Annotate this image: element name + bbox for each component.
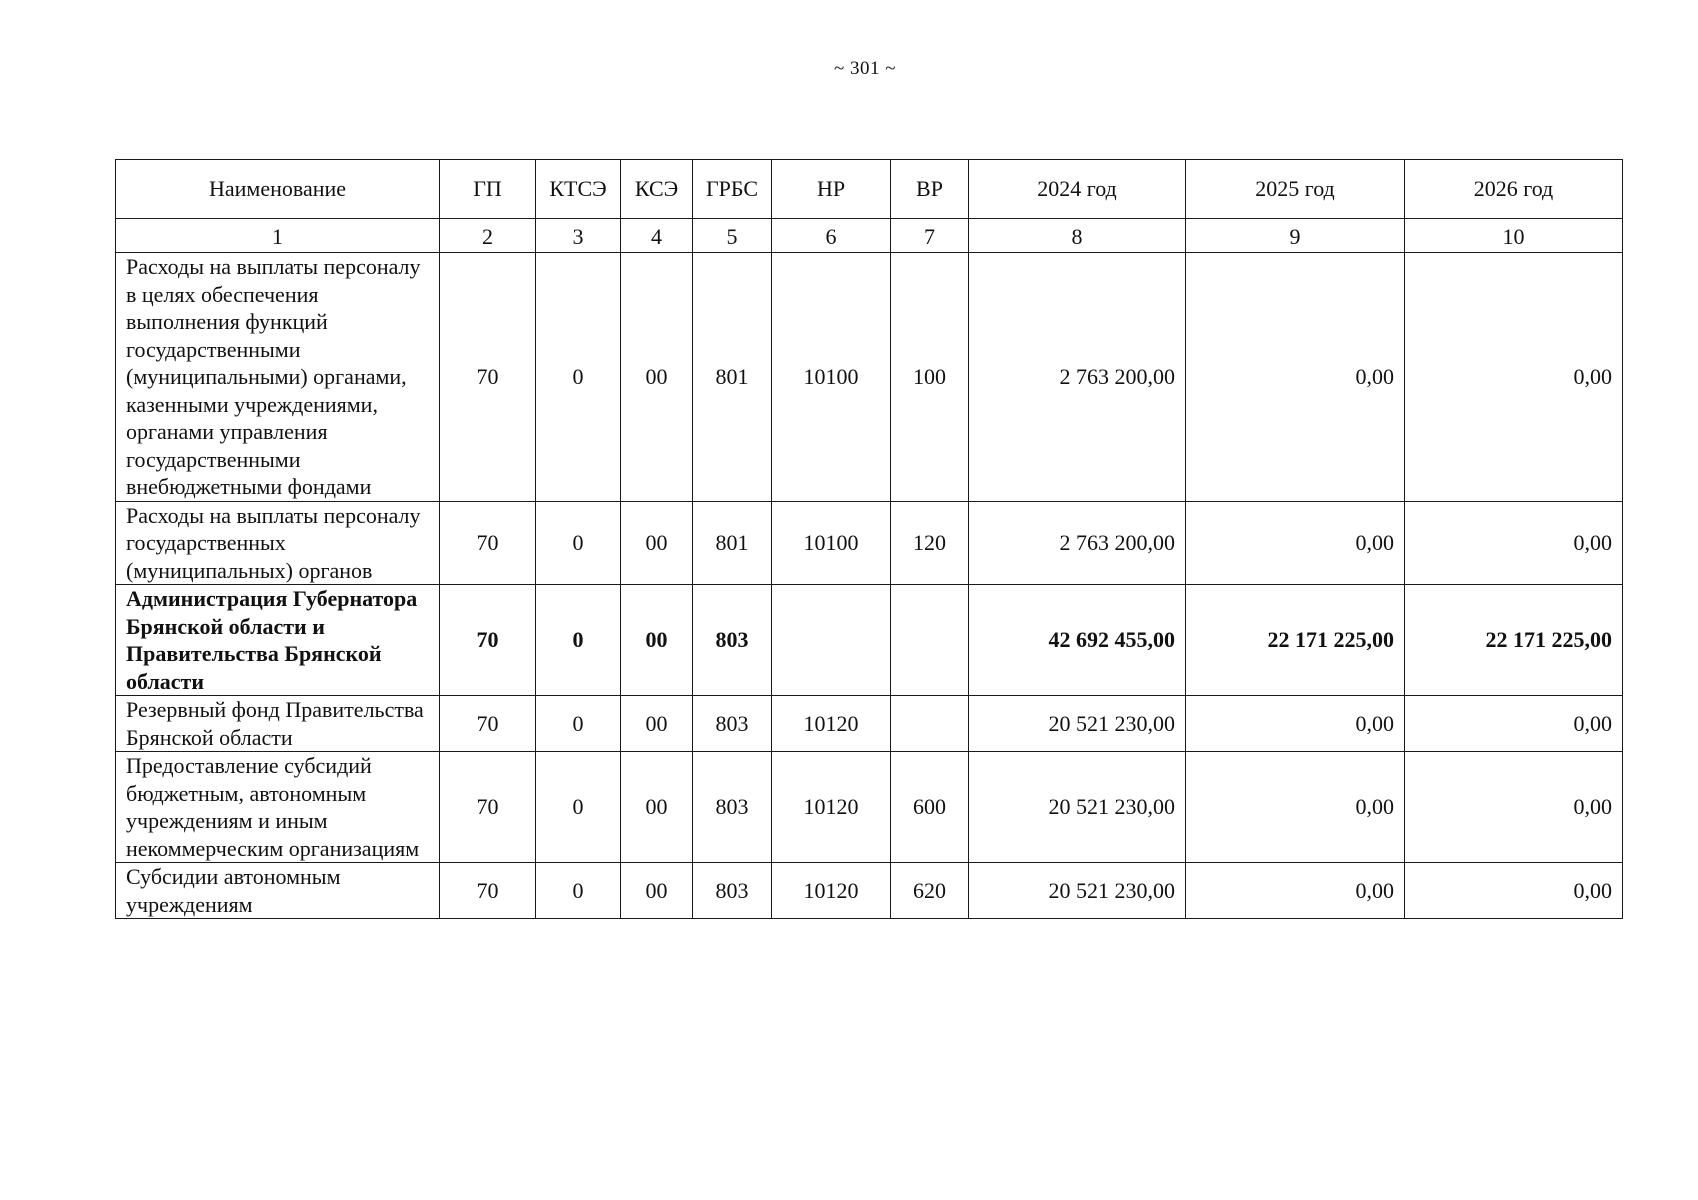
cell-kse: 00 (621, 696, 693, 752)
header-grbs: ГРБС (693, 160, 772, 219)
page-number: ~ 301 ~ (833, 58, 897, 79)
table-row (116, 752, 1623, 863)
cell-2025: 0,00 (1186, 863, 1405, 919)
cell-grbs: 803 (693, 752, 772, 863)
cell-grbs: 801 (693, 501, 772, 585)
cell-nr: 10120 (772, 752, 891, 863)
cell-gp: 70 (440, 501, 536, 585)
cell-gp: 70 (440, 752, 536, 863)
header-gp: ГП (440, 160, 536, 219)
cell-kse: 00 (621, 253, 693, 502)
cell-nr: 10120 (772, 696, 891, 752)
cell-2026: 0,00 (1405, 696, 1623, 752)
header-2024: 2024 год (969, 160, 1186, 219)
cell-gp: 70 (440, 253, 536, 502)
column-number: 1 (116, 219, 440, 253)
cell-gp: 70 (440, 863, 536, 919)
cell-2026: 0,00 (1405, 253, 1623, 502)
cell-2024: 2 763 200,00 (969, 501, 1186, 585)
row-name: Расходы на выплаты персоналу в целях обеспечения выполнения функций государственными (муниципальными) органами, казенными учреждениями, органами управления государственными внебюджетными фондами (116, 253, 440, 502)
header-nr: НР (772, 160, 891, 219)
cell-ktse: 0 (536, 696, 621, 752)
row-name: Администрация Губернатора Брянской области и Правительства Брянской области (116, 585, 440, 696)
header-row (116, 160, 1623, 219)
cell-2024: 42 692 455,00 (969, 585, 1186, 696)
cell-grbs: 801 (693, 253, 772, 502)
table-row-total (116, 585, 1623, 696)
header-ktse: КТСЭ (536, 160, 621, 219)
cell-ktse: 0 (536, 253, 621, 502)
cell-kse: 00 (621, 863, 693, 919)
cell-gp: 70 (440, 585, 536, 696)
cell-ktse: 0 (536, 585, 621, 696)
cell-nr: 10120 (772, 863, 891, 919)
column-number: 3 (536, 219, 621, 253)
table-row (116, 696, 1623, 752)
column-number: 5 (693, 219, 772, 253)
column-number: 9 (1186, 219, 1405, 253)
cell-2024: 2 763 200,00 (969, 253, 1186, 502)
cell-2025: 0,00 (1186, 696, 1405, 752)
row-name: Предоставление субсидий бюджетным, автономным учреждениям и иным некоммерческим организациям (116, 752, 440, 863)
cell-2026: 22 171 225,00 (1405, 585, 1623, 696)
cell-kse: 00 (621, 585, 693, 696)
cell-nr: 10100 (772, 501, 891, 585)
table-row (116, 501, 1623, 585)
cell-vr: 100 (891, 253, 969, 502)
budget-table (115, 159, 1623, 919)
cell-2025: 0,00 (1186, 501, 1405, 585)
column-number-row (116, 219, 1623, 253)
cell-2026: 0,00 (1405, 752, 1623, 863)
cell-gp: 70 (440, 696, 536, 752)
cell-vr: 620 (891, 863, 969, 919)
column-number: 4 (621, 219, 693, 253)
cell-2026: 0,00 (1405, 863, 1623, 919)
column-number: 8 (969, 219, 1186, 253)
column-number: 6 (772, 219, 891, 253)
cell-2024: 20 521 230,00 (969, 752, 1186, 863)
column-number: 2 (440, 219, 536, 253)
cell-2024: 20 521 230,00 (969, 863, 1186, 919)
row-name: Субсидии автономным учреждениям (116, 863, 440, 919)
cell-kse: 00 (621, 752, 693, 863)
cell-grbs: 803 (693, 863, 772, 919)
header-kse: КСЭ (621, 160, 693, 219)
cell-kse: 00 (621, 501, 693, 585)
row-name: Резервный фонд Правительства Брянской области (116, 696, 440, 752)
cell-vr (891, 696, 969, 752)
row-name: Расходы на выплаты персоналу государственных (муниципальных) органов (116, 501, 440, 585)
cell-vr (891, 585, 969, 696)
cell-2025: 0,00 (1186, 752, 1405, 863)
column-number: 7 (891, 219, 969, 253)
cell-2025: 0,00 (1186, 253, 1405, 502)
header-name: Наименование (116, 160, 440, 219)
table-row (116, 253, 1623, 502)
cell-ktse: 0 (536, 863, 621, 919)
cell-2025: 22 171 225,00 (1186, 585, 1405, 696)
cell-2024: 20 521 230,00 (969, 696, 1186, 752)
header-2026: 2026 год (1405, 160, 1623, 219)
cell-vr: 120 (891, 501, 969, 585)
header-vr: ВР (891, 160, 969, 219)
header-2025: 2025 год (1186, 160, 1405, 219)
cell-2026: 0,00 (1405, 501, 1623, 585)
cell-grbs: 803 (693, 696, 772, 752)
cell-grbs: 803 (693, 585, 772, 696)
cell-nr (772, 585, 891, 696)
table-row (116, 863, 1623, 919)
cell-vr: 600 (891, 752, 969, 863)
cell-ktse: 0 (536, 752, 621, 863)
cell-ktse: 0 (536, 501, 621, 585)
cell-nr: 10100 (772, 253, 891, 502)
column-number: 10 (1405, 219, 1623, 253)
